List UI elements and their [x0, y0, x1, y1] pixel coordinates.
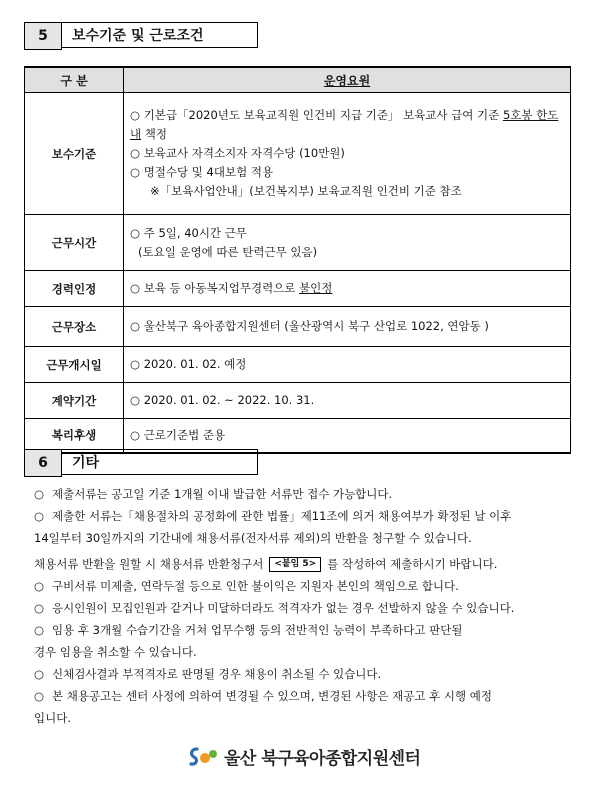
bullet: ○ — [34, 689, 45, 703]
note-3 — [34, 575, 582, 597]
row-content-place: ○ 울산북구 육아종합지원센터 (울산광역시 북구 산업로 1022, 연암동 ) — [124, 307, 571, 347]
row-label-place: 근무장소 — [25, 307, 124, 347]
row-label-period: 계약기간 — [25, 383, 124, 419]
bullet: ○ — [34, 601, 45, 615]
center-logo-icon — [188, 745, 218, 769]
section-6-header — [24, 449, 258, 477]
hours-line-1: ○ 주 5일, 40시간 근무 — [130, 225, 247, 240]
note-7-text-b: 입니다. — [34, 711, 71, 725]
note-7-text-a: 본 채용공고는 센터 사정에 의하여 변경될 수 있으며, 변경된 사항은 재공고 후 시행 예정 — [52, 689, 492, 703]
table-row-welfare — [25, 419, 571, 453]
note-1-text: 제출서류는 공고일 기준 1개월 이내 발급한 서류만 접수 가능합니다. — [52, 487, 393, 501]
note-2-text-c — [34, 553, 582, 575]
row-content-start: ○ 2020. 01. 02. 예정 — [124, 347, 571, 383]
career-underline: 불인정 — [299, 281, 333, 295]
hours-line-2: (토요일 운영에 따른 탄력근무 있음) — [138, 244, 318, 259]
table-row-start — [25, 347, 571, 383]
note-5 — [34, 619, 582, 641]
note-6 — [34, 663, 582, 685]
note-7 — [34, 685, 582, 707]
row-label-career: 경력인정 — [25, 271, 124, 307]
header-category: 구 분 — [25, 67, 124, 93]
note-5-text-a: 임용 후 3개월 수습기간을 거쳐 업무수행 등의 전반적인 능력이 부족하다고 판단될 — [52, 623, 463, 637]
row-label-start: 근무개시일 — [25, 347, 124, 383]
header-details-text: 운영요원 — [323, 73, 371, 88]
table-row-career — [25, 271, 571, 307]
row-content-pay — [124, 93, 571, 215]
section-6-title: 기타 — [62, 449, 258, 475]
note-2-c-pre: 채용서류 반환을 원할 시 채용서류 반환청구서 — [34, 557, 264, 571]
row-label-hours: 근무시간 — [25, 215, 124, 271]
notes-list — [34, 483, 582, 729]
note-3-text: 구비서류 미제출, 연락두절 등으로 인한 불이익은 지원자 본인의 책임으로 합니다. — [52, 579, 459, 593]
header-details — [124, 67, 571, 93]
table-row-place — [25, 307, 571, 347]
attachment-tag: <붙임 5> — [269, 557, 321, 572]
row-content-period: ○ 2020. 01. 02. ~ 2022. 10. 31. — [124, 383, 571, 419]
note-2-text-b: 14일부터 30일까지의 기간내에 채용서류(전자서류 제외)의 반환을 청구할 수 있습니다. — [34, 531, 472, 545]
note-2-text-a: 제출한 서류는「채용절차의 공정화에 관한 법률」제11조에 의거 채용여부가 확정된 날 이후 — [52, 509, 512, 523]
bullet: ○ — [34, 667, 45, 681]
pay-line-2: ○ 보육교사 자격소지자 자격수당 (10만원) — [130, 146, 345, 160]
row-label-welfare: 복리후생 — [25, 419, 124, 453]
bullet: ○ — [34, 487, 45, 501]
row-content-career — [124, 271, 571, 307]
conditions-table — [24, 66, 571, 454]
footer-logo — [188, 744, 420, 769]
pay-line-4: ※「보육사업안내」(보건복지부) 보육교직원 인건비 기준 참조 — [150, 184, 462, 198]
table-row-hours — [25, 215, 571, 271]
note-4 — [34, 597, 582, 619]
pay-line-1 — [130, 106, 564, 144]
pay-line-1-post: 책정 — [141, 127, 167, 141]
section-5-number: 5 — [24, 22, 62, 50]
bullet: ○ — [34, 509, 45, 523]
section-5-header — [24, 22, 258, 50]
pay-line-3: ○ 명절수당 및 4대보험 적용 — [130, 165, 274, 179]
row-content-hours — [124, 215, 571, 271]
bullet: ○ — [34, 579, 45, 593]
bullet: ○ — [34, 623, 45, 637]
row-label-pay: 보수기준 — [25, 93, 124, 215]
career-text: ○ 보육 등 아동복지업무경력으로 — [130, 281, 300, 295]
table-row-period — [25, 383, 571, 419]
note-5-text-b: 경우 임용을 취소할 수 있습니다. — [34, 645, 197, 659]
note-2 — [34, 505, 582, 527]
note-6-text: 신체검사결과 부적격자로 판명될 경우 채용이 취소될 수 있습니다. — [52, 667, 382, 681]
pay-line-1-underline: 5호봉 한도 내 — [130, 108, 559, 141]
footer-org-name: 울산 북구육아종합지원센터 — [224, 749, 421, 769]
section-6-number: 6 — [24, 449, 62, 477]
section-5-title: 보수기준 및 근로조건 — [62, 22, 258, 48]
table-row-pay — [25, 93, 571, 215]
row-content-welfare: ○ 근로기준법 준용 — [124, 419, 571, 453]
note-1 — [34, 483, 582, 505]
note-2-c-post: 를 작성하여 제출하시기 바랍니다. — [327, 557, 498, 571]
note-4-text: 응시인원이 모집인원과 같거나 미달하더라도 적격자가 없는 경우 선발하지 않을 수 있습니다. — [52, 601, 515, 615]
pay-line-1-pre: ○ 기본급「2020년도 보육교직원 인건비 지급 기준」 보육교사 급여 기준 — [130, 108, 503, 122]
table-header-row — [25, 67, 571, 93]
